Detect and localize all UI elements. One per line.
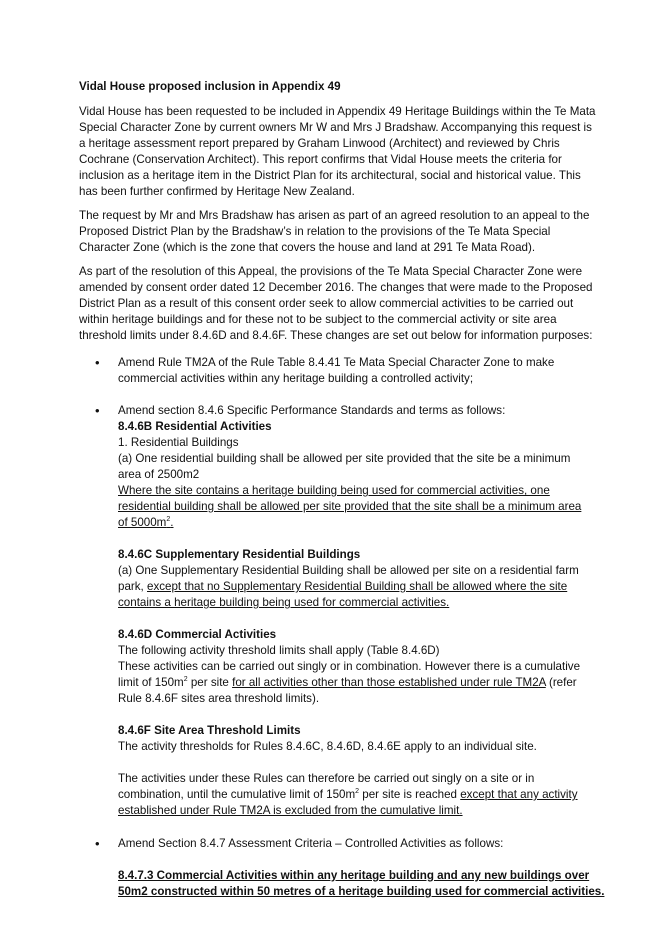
underlined-line: 50m2 constructed within 50 metres of a heritage building used for commercial activities.: [118, 885, 605, 898]
text-line: Vidal House has been requested to be included in Appendix 49 Heritage Buildings within the Te Mata: [79, 105, 596, 118]
text-line: Special Character Zone by current owners Mr W and Mrs J Bradshaw. Accompanying this request is: [79, 121, 592, 134]
rule-heading-846d: 8.4.6D Commercial Activities: [118, 628, 277, 641]
text-line: has been further confirmed by Heritage New Zealand.: [79, 185, 355, 198]
underlined-line: [118, 515, 580, 531]
text-fragment: park,: [118, 580, 147, 593]
text-fragment: (refer: [545, 676, 577, 689]
text-line: 1. Residential Buildings: [118, 436, 239, 449]
bullet-item-section-847: [118, 836, 580, 852]
paragraph-consent-order: [79, 264, 593, 344]
bullet-icon: •: [95, 355, 100, 370]
bullet-item-section-846: [118, 403, 580, 531]
rule-heading-846b: 8.4.6B Residential Activities: [118, 420, 272, 433]
text-line: (a) One residential building shall be allowed per site provided that the site be a minimum: [118, 452, 571, 465]
underlined-text: except that no Supplementary Residential Building shall be allowed where the site: [147, 580, 568, 593]
text-line: Rule 8.4.6F sites area threshold limits).: [118, 692, 320, 705]
rule-846f: [118, 723, 580, 755]
underlined-text: for all activities other than those established under rule TM2A: [232, 676, 546, 689]
underlined-line: residential building shall be allowed per site provided that the site shall be a minimum area: [118, 500, 582, 513]
text-line: These activities can be carried out singly or in combination. However there is a cumulative: [118, 660, 581, 673]
bullet-icon: •: [95, 836, 100, 851]
bullet-icon: •: [95, 403, 100, 418]
text-line: within heritage buildings and for these not to be subject to the commercial activity or site area: [79, 313, 557, 326]
text-fragment: per site is reached: [359, 788, 461, 801]
text-fragment: .: [170, 516, 174, 529]
rule-8473: [118, 868, 605, 900]
superscript: 2: [355, 788, 360, 796]
underlined-text: except that any activity: [460, 788, 578, 801]
underlined-line: 8.4.7.3 Commercial Activities within any heritage building and any new buildings over: [118, 869, 590, 882]
paragraph-intro: [79, 104, 596, 200]
text-line: As part of the resolution of this Appeal, the provisions of the Te Mata Special Character Zone were: [79, 265, 583, 278]
text-line: amended by consent order dated 12 December 2016. The changes that were made to the Proposed: [79, 281, 593, 294]
underlined-line: contains a heritage building being used for commercial activities.: [118, 596, 450, 609]
text-fragment: per site: [187, 676, 233, 689]
text-line: commercial activities within any heritage building a controlled activity;: [118, 372, 474, 385]
text-line: (a) One Supplementary Residential Building shall be allowed per site on a residential farm: [118, 564, 579, 577]
rule-846c: [118, 547, 580, 611]
text-line: The activity thresholds for Rules 8.4.6C, 8.4.6D, 8.4.6E apply to an individual site.: [118, 740, 537, 753]
text-line: District Plan as a result of this consent order seek to allow commercial activities to be carried out: [79, 297, 574, 310]
superscript: 2: [183, 676, 188, 684]
text-line: Proposed District Plan by the Bradshaw’s in relation to the provisions of the Te Mata Special: [79, 225, 551, 238]
rule-846f-detail: [118, 771, 580, 819]
text-line: Cochrane (Conservation Architect). This report confirms that Vidal House meets the criteria for: [79, 153, 562, 166]
text-line: area of 2500m2: [118, 468, 200, 481]
text-line: [118, 579, 580, 595]
underlined-line: established under Rule TM2A is excluded from the cumulative limit.: [118, 804, 463, 817]
text-line: The activities under these Rules can therefore be carried out singly on a site or in: [118, 772, 535, 785]
text-line: Amend section 8.4.6 Specific Performance Standards and terms as follows:: [118, 404, 506, 417]
text-line: [118, 787, 580, 803]
text-line: [118, 675, 580, 691]
superscript: 2: [166, 516, 171, 524]
paragraph-appeal: [79, 208, 590, 256]
underlined-line: Where the site contains a heritage building being used for commercial activities, one: [118, 484, 550, 497]
document-title: Vidal House proposed inclusion in Appendix 49: [79, 80, 341, 93]
text-line: Amend Section 8.4.7 Assessment Criteria – Controlled Activities as follows:: [118, 837, 504, 850]
text-line: Character Zone (which is the zone that covers the house and land at 291 Te Mata Road).: [79, 241, 536, 254]
text-line: Amend Rule TM2A of the Rule Table 8.4.41 Te Mata Special Character Zone to make: [118, 356, 555, 369]
text-line: threshold limits under 8.4.6D and 8.4.6F. These changes are set out below for information purposes:: [79, 329, 593, 342]
bullet-item-rule-tm2a: [118, 355, 580, 387]
text-fragment: of 5000m: [118, 516, 167, 529]
rule-846d: [118, 627, 580, 707]
rule-heading-846c: 8.4.6C Supplementary Residential Buildings: [118, 548, 361, 561]
text-fragment: limit of 150m: [118, 676, 184, 689]
text-fragment: combination, until the cumulative limit of 150m: [118, 788, 356, 801]
rule-heading-846f: 8.4.6F Site Area Threshold Limits: [118, 724, 301, 737]
text-line: The request by Mr and Mrs Bradshaw has arisen as part of an agreed resolution to an appeal to the: [79, 209, 590, 222]
text-line: inclusion as a heritage item in the District Plan for its architectural, social and historical value. This: [79, 169, 581, 182]
text-line: The following activity threshold limits shall apply (Table 8.4.6D): [118, 644, 440, 657]
text-line: a heritage assessment report prepared by Graham Linwood (Architect) and reviewed by Chris: [79, 137, 560, 150]
